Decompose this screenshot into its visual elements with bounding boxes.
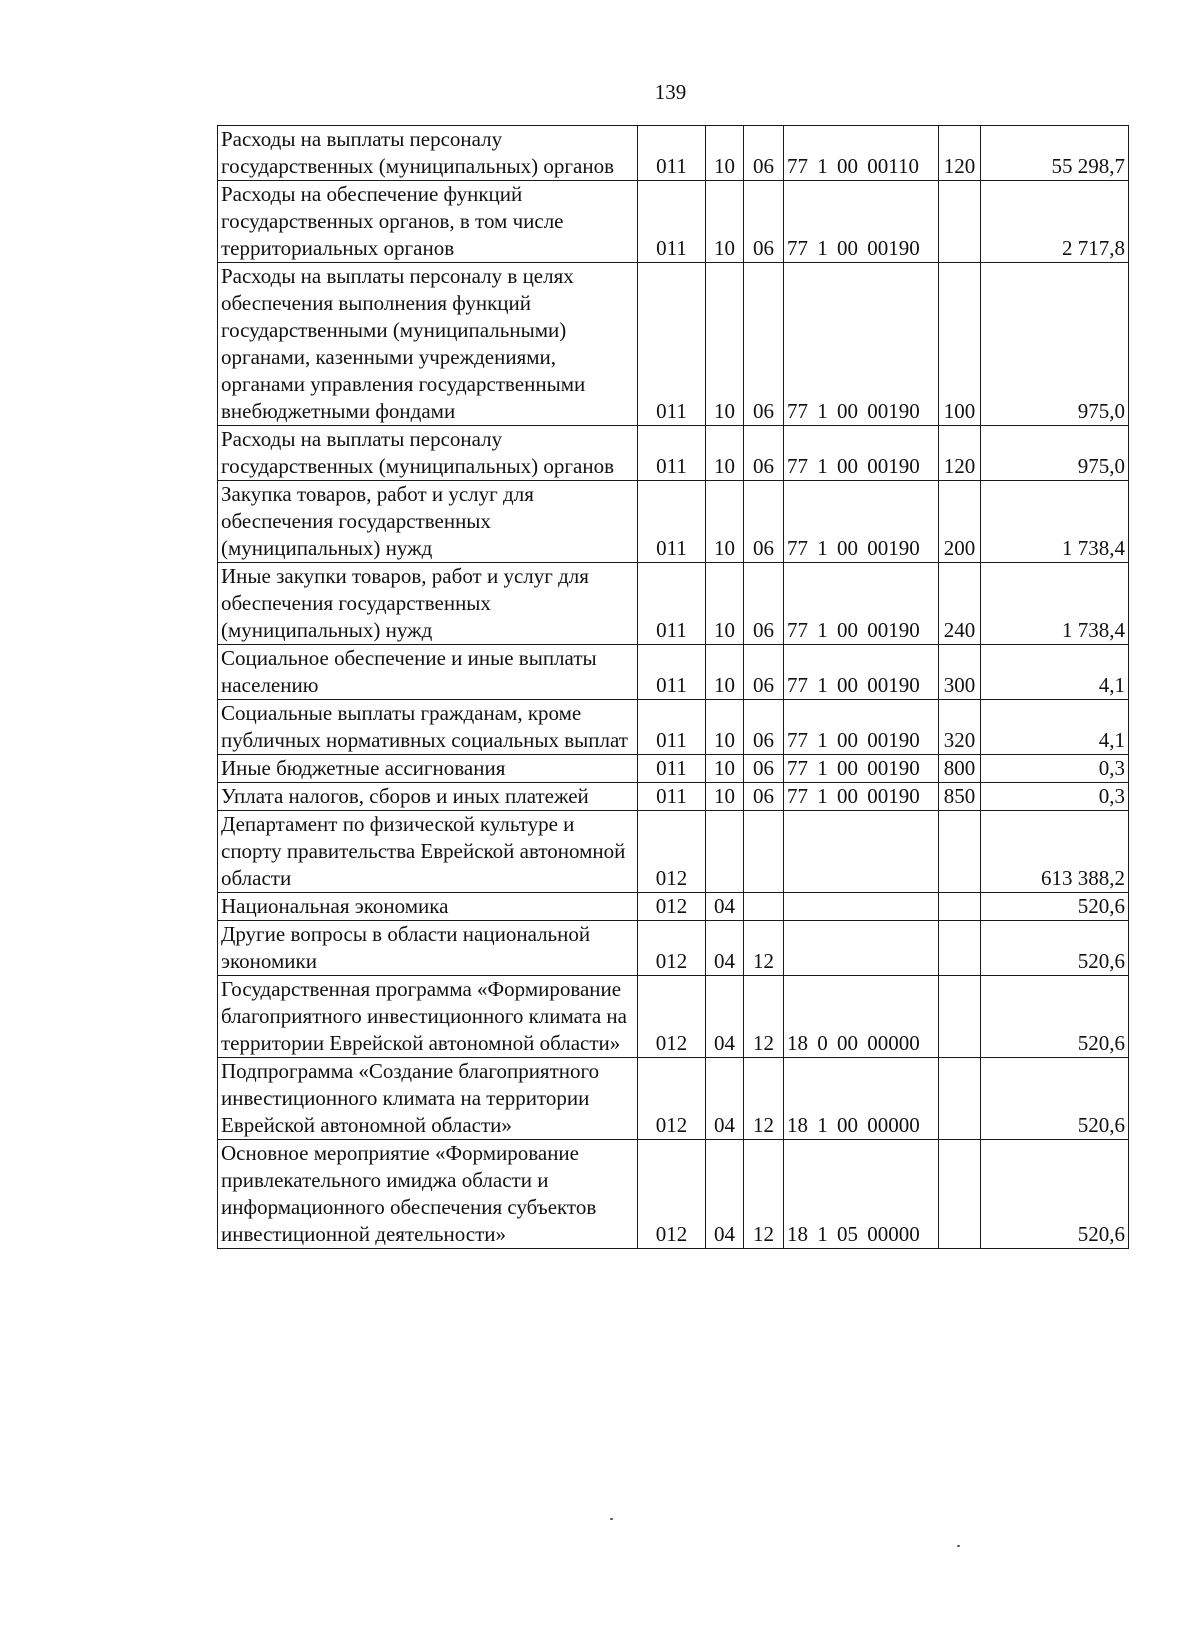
expense-name-cell: Подпрограмма «Создание благоприятного инвестиционного климата на территории Еврейской автономной области» <box>218 1058 638 1140</box>
expense-type-cell: 200 <box>939 481 981 563</box>
expense-type-cell <box>939 1058 981 1140</box>
subsection-code-cell: 06 <box>744 481 784 563</box>
admin-code-cell: 012 <box>638 1140 706 1249</box>
expense-name-cell: Иные закупки товаров, работ и услуг для обеспечения государственных (муниципальных) нужд <box>218 563 638 645</box>
amount-cell: 1 738,4 <box>981 481 1129 563</box>
table-row <box>218 181 1129 263</box>
admin-code-cell: 012 <box>638 893 706 921</box>
expense-type-cell: 120 <box>939 126 981 181</box>
table-row <box>218 921 1129 976</box>
expense-name-cell: Расходы на выплаты персоналу государственных (муниципальных) органов <box>218 426 638 481</box>
table-row <box>218 893 1129 921</box>
expense-type-cell: 240 <box>939 563 981 645</box>
amount-cell: 520,6 <box>981 1058 1129 1140</box>
amount-cell: 55 298,7 <box>981 126 1129 181</box>
amount-cell: 1 738,4 <box>981 563 1129 645</box>
admin-code-cell: 011 <box>638 181 706 263</box>
target-article-cell <box>784 921 939 976</box>
budget-table <box>217 125 1129 1249</box>
admin-code-cell: 011 <box>638 783 706 811</box>
section-code-cell: 10 <box>706 126 744 181</box>
table-row <box>218 426 1129 481</box>
expense-type-cell <box>939 1140 981 1249</box>
admin-code-cell: 011 <box>638 700 706 755</box>
amount-cell: 520,6 <box>981 921 1129 976</box>
section-code-cell: 10 <box>706 563 744 645</box>
subsection-code-cell: 06 <box>744 645 784 700</box>
amount-cell: 975,0 <box>981 426 1129 481</box>
subsection-code-cell: 12 <box>744 1140 784 1249</box>
section-code-cell: 10 <box>706 426 744 481</box>
expense-type-cell <box>939 921 981 976</box>
table-row <box>218 563 1129 645</box>
expense-type-cell: 120 <box>939 426 981 481</box>
expense-type-cell: 300 <box>939 645 981 700</box>
expense-name-cell: Департамент по физической культуре и спорту правительства Еврейской автономной области <box>218 811 638 893</box>
expense-name-cell: Расходы на обеспечение функций государственных органов, в том числе территориальных органов <box>218 181 638 263</box>
table-row <box>218 126 1129 181</box>
amount-cell: 0,3 <box>981 755 1129 783</box>
amount-cell: 2 717,8 <box>981 181 1129 263</box>
budget-table-body <box>218 126 1129 1249</box>
subsection-code-cell: 12 <box>744 1058 784 1140</box>
expense-name-cell: Закупка товаров, работ и услуг для обеспечения государственных (муниципальных) нужд <box>218 481 638 563</box>
target-article-cell: 77 1 00 00190 <box>784 700 939 755</box>
admin-code-cell: 011 <box>638 755 706 783</box>
admin-code-cell: 012 <box>638 976 706 1058</box>
admin-code-cell: 011 <box>638 126 706 181</box>
target-article-cell: 77 1 00 00190 <box>784 755 939 783</box>
admin-code-cell: 011 <box>638 563 706 645</box>
subsection-code-cell: 06 <box>744 126 784 181</box>
amount-cell: 520,6 <box>981 1140 1129 1249</box>
target-article-cell <box>784 811 939 893</box>
expense-type-cell <box>939 976 981 1058</box>
amount-cell: 4,1 <box>981 645 1129 700</box>
table-row <box>218 976 1129 1058</box>
expense-name-cell: Иные бюджетные ассигнования <box>218 755 638 783</box>
expense-type-cell: 850 <box>939 783 981 811</box>
expense-name-cell: Уплата налогов, сборов и иных платежей <box>218 783 638 811</box>
table-row <box>218 811 1129 893</box>
subsection-code-cell <box>744 811 784 893</box>
expense-name-cell: Другие вопросы в области национальной экономики <box>218 921 638 976</box>
table-row <box>218 783 1129 811</box>
subsection-code-cell: 06 <box>744 700 784 755</box>
expense-type-cell <box>939 893 981 921</box>
section-code-cell: 10 <box>706 181 744 263</box>
admin-code-cell: 011 <box>638 263 706 426</box>
table-row <box>218 700 1129 755</box>
admin-code-cell: 012 <box>638 1058 706 1140</box>
expense-name-cell: Национальная экономика <box>218 893 638 921</box>
subsection-code-cell: 06 <box>744 783 784 811</box>
subsection-code-cell: 06 <box>744 755 784 783</box>
expense-name-cell: Основное мероприятие «Формирование привлекательного имиджа области и информационного обеспечения субъектов инвестиционной деятельности» <box>218 1140 638 1249</box>
amount-cell: 975,0 <box>981 263 1129 426</box>
subsection-code-cell: 06 <box>744 426 784 481</box>
target-article-cell: 18 0 00 00000 <box>784 976 939 1058</box>
subsection-code-cell: 12 <box>744 921 784 976</box>
expense-type-cell: 800 <box>939 755 981 783</box>
table-row <box>218 645 1129 700</box>
target-article-cell: 77 1 00 00190 <box>784 181 939 263</box>
section-code-cell: 10 <box>706 783 744 811</box>
expense-type-cell: 320 <box>939 700 981 755</box>
target-article-cell <box>784 893 939 921</box>
target-article-cell: 18 1 00 00000 <box>784 1058 939 1140</box>
expense-type-cell <box>939 811 981 893</box>
target-article-cell: 77 1 00 00190 <box>784 263 939 426</box>
target-article-cell: 77 1 00 00190 <box>784 563 939 645</box>
admin-code-cell: 012 <box>638 921 706 976</box>
amount-cell: 520,6 <box>981 976 1129 1058</box>
page-number: 139 <box>654 80 687 104</box>
section-code-cell: 10 <box>706 700 744 755</box>
amount-cell: 520,6 <box>981 893 1129 921</box>
section-code-cell: 10 <box>706 263 744 426</box>
section-code-cell <box>706 811 744 893</box>
subsection-code-cell: 06 <box>744 181 784 263</box>
section-code-cell: 04 <box>706 976 744 1058</box>
expense-name-cell: Социальное обеспечение и иные выплаты населению <box>218 645 638 700</box>
target-article-cell: 77 1 00 00190 <box>784 481 939 563</box>
section-code-cell: 04 <box>706 893 744 921</box>
target-article-cell: 77 1 00 00190 <box>784 783 939 811</box>
subsection-code-cell: 06 <box>744 263 784 426</box>
section-code-cell: 04 <box>706 1058 744 1140</box>
admin-code-cell: 011 <box>638 426 706 481</box>
target-article-cell: 77 1 00 00190 <box>784 426 939 481</box>
scan-speck <box>957 1545 960 1547</box>
table-row <box>218 1140 1129 1249</box>
subsection-code-cell: 12 <box>744 976 784 1058</box>
scan-speck <box>610 1518 613 1520</box>
section-code-cell: 10 <box>706 755 744 783</box>
expense-type-cell: 100 <box>939 263 981 426</box>
subsection-code-cell <box>744 893 784 921</box>
admin-code-cell: 012 <box>638 811 706 893</box>
expense-name-cell: Расходы на выплаты персоналу государственных (муниципальных) органов <box>218 126 638 181</box>
expense-name-cell: Государственная программа «Формирование благоприятного инвестиционного климата на территории Еврейской автономной области» <box>218 976 638 1058</box>
table-row <box>218 481 1129 563</box>
section-code-cell: 04 <box>706 1140 744 1249</box>
target-article-cell: 18 1 05 00000 <box>784 1140 939 1249</box>
expense-name-cell: Социальные выплаты гражданам, кроме публичных нормативных социальных выплат <box>218 700 638 755</box>
expense-name-cell: Расходы на выплаты персоналу в целях обеспечения выполнения функций государственными (муниципальными) органами, казенными учреждениями, органами управления государственными внебюджетными фондами <box>218 263 638 426</box>
table-row <box>218 755 1129 783</box>
amount-cell: 0,3 <box>981 783 1129 811</box>
admin-code-cell: 011 <box>638 645 706 700</box>
amount-cell: 613 388,2 <box>981 811 1129 893</box>
expense-type-cell <box>939 181 981 263</box>
section-code-cell: 10 <box>706 481 744 563</box>
section-code-cell: 10 <box>706 645 744 700</box>
target-article-cell: 77 1 00 00190 <box>784 645 939 700</box>
subsection-code-cell: 06 <box>744 563 784 645</box>
admin-code-cell: 011 <box>638 481 706 563</box>
table-row <box>218 1058 1129 1140</box>
target-article-cell: 77 1 00 00110 <box>784 126 939 181</box>
amount-cell: 4,1 <box>981 700 1129 755</box>
section-code-cell: 04 <box>706 921 744 976</box>
table-row <box>218 263 1129 426</box>
